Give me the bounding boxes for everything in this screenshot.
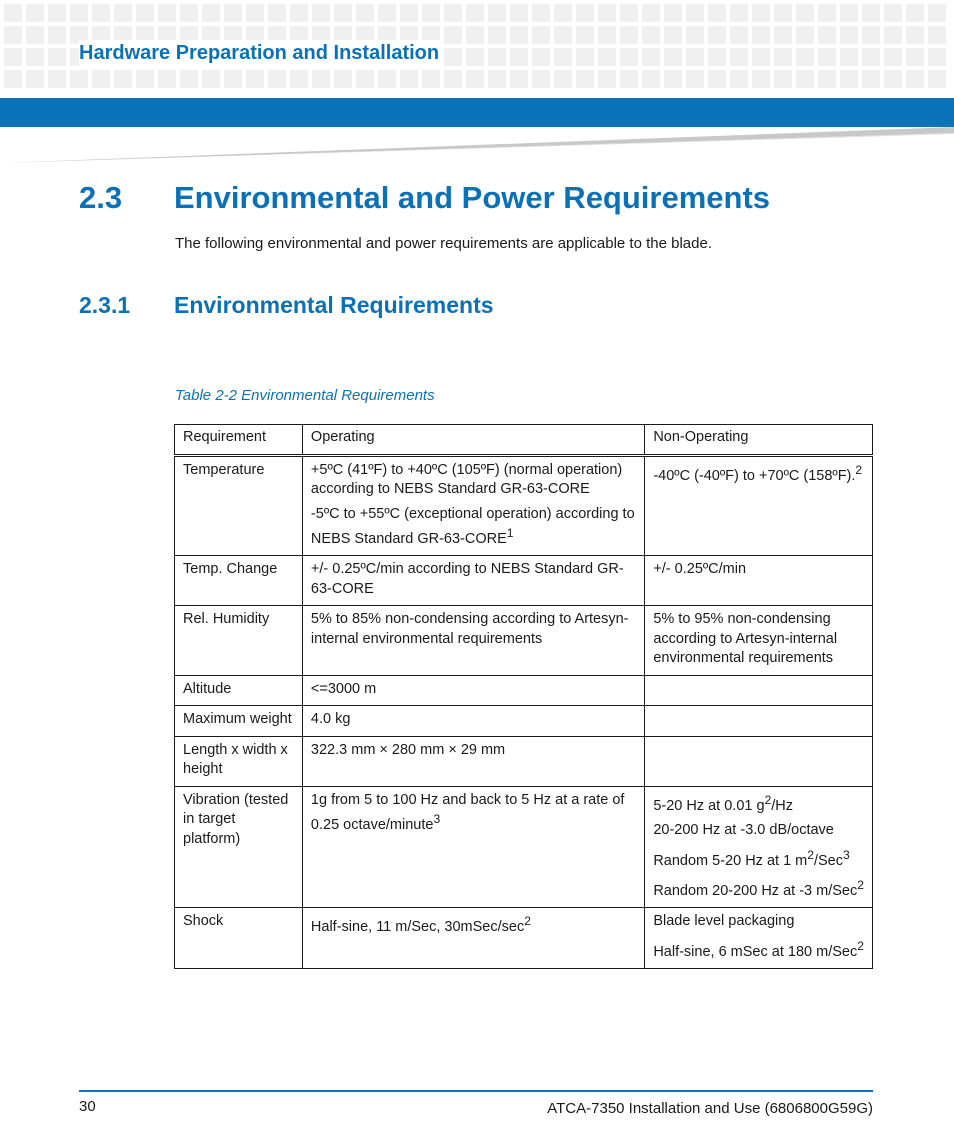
cell-text: Random 5-20 Hz at 1 m — [653, 852, 808, 869]
grid-square — [774, 4, 792, 22]
grid-square — [532, 70, 550, 88]
footnote-marker: 2 — [764, 792, 772, 807]
grid-square — [796, 48, 814, 66]
grid-square — [510, 70, 528, 88]
cell-text: 322.3 mm × 280 mm × 29 mm — [310, 741, 506, 758]
grid-square — [26, 70, 44, 88]
grid-square — [620, 26, 638, 44]
grid-square — [840, 4, 858, 22]
grid-square — [620, 4, 638, 22]
operating-cell — [302, 675, 644, 706]
requirement-cell: Length x width x height — [175, 736, 303, 786]
grid-square — [906, 26, 924, 44]
section-heading — [79, 180, 770, 216]
grid-square — [510, 4, 528, 22]
cell-paragraph — [311, 505, 636, 550]
cell-paragraph — [653, 876, 864, 901]
column-header: Non-Operating — [645, 425, 873, 456]
grid-square — [642, 48, 660, 66]
grid-square — [686, 48, 704, 66]
grid-square — [114, 70, 132, 88]
grid-square — [532, 48, 550, 66]
grid-square — [928, 4, 946, 22]
operating-cell — [302, 606, 644, 676]
grid-square — [400, 4, 418, 22]
grid-square — [26, 26, 44, 44]
grid-square — [422, 70, 440, 88]
cell-text: +/- 0.25ºC/min according to NEBS Standard GR-63-CORE — [310, 561, 624, 597]
grid-square — [136, 4, 154, 22]
cell-text: Random 20-200 Hz at -3 m/Sec — [653, 882, 858, 899]
cell-text: Blade level packaging — [653, 913, 795, 930]
grid-square — [92, 70, 110, 88]
cell-paragraph — [311, 610, 636, 649]
grid-square — [708, 26, 726, 44]
cell-paragraph — [653, 821, 864, 841]
grid-square — [554, 4, 572, 22]
requirement-cell: Shock — [175, 908, 303, 969]
grid-square — [136, 70, 154, 88]
grid-square — [488, 4, 506, 22]
grid-square — [730, 70, 748, 88]
grid-square — [92, 4, 110, 22]
cell-paragraph — [311, 680, 636, 700]
table-row — [175, 556, 873, 606]
grid-square — [378, 4, 396, 22]
grid-square — [554, 70, 572, 88]
grid-square — [554, 26, 572, 44]
non-operating-cell — [645, 455, 873, 556]
grid-square — [4, 48, 22, 66]
grid-square — [356, 4, 374, 22]
cell-text: /Sec — [813, 852, 843, 869]
grid-square — [268, 4, 286, 22]
footnote-marker: 2 — [855, 462, 863, 477]
operating-cell — [302, 736, 644, 786]
grid-square — [664, 26, 682, 44]
grid-square — [818, 26, 836, 44]
grid-square — [928, 48, 946, 66]
grid-square — [312, 70, 330, 88]
non-operating-cell — [645, 606, 873, 676]
grid-square — [158, 70, 176, 88]
grid-square — [708, 70, 726, 88]
grid-square — [48, 70, 66, 88]
cell-paragraph — [653, 560, 864, 580]
grid-square — [884, 4, 902, 22]
grid-square — [488, 26, 506, 44]
grid-square — [708, 4, 726, 22]
grid-square — [224, 70, 242, 88]
grid-square — [906, 4, 924, 22]
grid-square — [576, 48, 594, 66]
cell-text: 20-200 Hz at -3.0 dB/octave — [653, 822, 834, 839]
grid-square — [884, 26, 902, 44]
cell-text: +5ºC (41ºF) to +40ºC (105ºF) (normal operation) according to NEBS Standard GR-63-CORE — [310, 461, 623, 497]
cell-text: Half-sine, 6 mSec at 180 m/Sec — [653, 943, 858, 960]
table-row — [175, 606, 873, 676]
grid-square — [444, 26, 462, 44]
grid-square — [686, 70, 704, 88]
grid-square — [928, 70, 946, 88]
cell-text: -40ºC (-40ºF) to +70ºC (158ºF). — [653, 467, 856, 484]
grid-square — [664, 48, 682, 66]
cell-paragraph — [311, 461, 636, 500]
grid-square — [510, 48, 528, 66]
grid-square — [488, 48, 506, 66]
cell-paragraph — [311, 791, 636, 836]
grid-square — [334, 4, 352, 22]
grid-square — [664, 4, 682, 22]
grid-square — [752, 70, 770, 88]
cell-text: +/- 0.25ºC/min — [653, 561, 747, 578]
grid-square — [642, 4, 660, 22]
grid-square — [840, 26, 858, 44]
grid-square — [26, 48, 44, 66]
grid-square — [378, 70, 396, 88]
cell-text: 5-20 Hz at 0.01 g — [653, 797, 765, 814]
grid-square — [466, 70, 484, 88]
grid-square — [664, 70, 682, 88]
requirement-cell: Vibration (tested in target platform) — [175, 786, 303, 907]
grid-square — [840, 70, 858, 88]
grid-square — [686, 4, 704, 22]
grid-square — [4, 26, 22, 44]
table-caption: Table 2-2 Environmental Requirements — [175, 387, 435, 404]
grid-square — [862, 70, 880, 88]
grid-square — [642, 70, 660, 88]
grid-square — [598, 70, 616, 88]
grid-square — [444, 4, 462, 22]
grid-square — [796, 26, 814, 44]
grid-square — [290, 4, 308, 22]
cell-paragraph — [653, 912, 864, 932]
grid-square — [796, 70, 814, 88]
non-operating-cell — [645, 908, 873, 969]
footnote-marker: 3 — [842, 847, 850, 862]
table-header-row — [175, 425, 873, 456]
grid-square — [224, 4, 242, 22]
grid-square — [642, 26, 660, 44]
grid-square — [180, 4, 198, 22]
grid-square — [202, 4, 220, 22]
cell-paragraph — [653, 791, 864, 816]
footnote-marker: 2 — [524, 914, 531, 929]
grid-square — [356, 70, 374, 88]
grid-square — [246, 70, 264, 88]
table-row — [175, 706, 873, 737]
subsection-number: 2.3.1 — [79, 292, 131, 318]
grid-square — [620, 70, 638, 88]
table-row — [175, 455, 873, 556]
operating-cell — [302, 786, 644, 907]
running-header-title: Hardware Preparation and Installation — [79, 40, 443, 67]
cell-text: /Hz — [771, 797, 794, 814]
grid-square — [862, 26, 880, 44]
cell-paragraph — [311, 912, 636, 937]
cell-paragraph — [653, 610, 864, 669]
grid-square — [708, 48, 726, 66]
requirement-cell: Maximum weight — [175, 706, 303, 737]
column-header: Operating — [302, 425, 644, 456]
grid-square — [422, 4, 440, 22]
grid-square — [532, 4, 550, 22]
non-operating-cell — [645, 706, 873, 737]
cell-text: 5% to 95% non-condensing according to Artesyn-internal environmental requirements — [653, 611, 838, 667]
operating-cell — [302, 556, 644, 606]
grid-square — [466, 4, 484, 22]
grid-square — [48, 48, 66, 66]
grid-square — [532, 26, 550, 44]
cell-paragraph — [653, 846, 864, 871]
requirement-cell: Temp. Change — [175, 556, 303, 606]
footnote-marker: 2 — [857, 877, 864, 892]
grid-square — [48, 4, 66, 22]
grid-square — [730, 48, 748, 66]
grid-square — [246, 4, 264, 22]
requirement-cell: Altitude — [175, 675, 303, 706]
requirement-cell: Temperature — [175, 455, 303, 556]
cell-text: 1g from 5 to 100 Hz and back to 5 Hz at a rate of 0.25 octave/minute — [310, 791, 625, 834]
header-blue-band — [0, 98, 954, 127]
grid-square — [752, 4, 770, 22]
section-intro: The following environmental and power requirements are applicable to the blade. — [175, 235, 712, 252]
grid-square — [752, 26, 770, 44]
cell-paragraph — [311, 710, 636, 730]
cell-text: 4.0 kg — [310, 711, 351, 728]
grid-square — [906, 48, 924, 66]
page-number: 30 — [79, 1098, 96, 1115]
grid-square — [774, 26, 792, 44]
grid-square — [884, 70, 902, 88]
grid-square — [598, 48, 616, 66]
requirement-cell: Rel. Humidity — [175, 606, 303, 676]
grid-square — [180, 70, 198, 88]
grid-square — [620, 48, 638, 66]
grid-square — [576, 26, 594, 44]
grid-square — [444, 70, 462, 88]
subsection-heading — [79, 292, 494, 319]
table-row — [175, 908, 873, 969]
footer-rule — [79, 1090, 873, 1092]
grid-square — [4, 70, 22, 88]
table-row — [175, 786, 873, 907]
footnote-marker: 2 — [857, 938, 864, 953]
footnote-marker: 3 — [433, 812, 441, 827]
non-operating-cell — [645, 675, 873, 706]
grid-square — [488, 70, 506, 88]
grid-square — [840, 48, 858, 66]
grid-square — [862, 48, 880, 66]
grid-square — [862, 4, 880, 22]
header-grey-wedge — [0, 127, 954, 163]
grid-square — [554, 48, 572, 66]
operating-cell — [302, 908, 644, 969]
grid-square — [730, 4, 748, 22]
non-operating-cell — [645, 556, 873, 606]
grid-square — [774, 48, 792, 66]
grid-square — [818, 48, 836, 66]
grid-square — [928, 26, 946, 44]
grid-square — [70, 4, 88, 22]
grid-square — [466, 48, 484, 66]
grid-square — [290, 70, 308, 88]
grid-square — [4, 4, 22, 22]
grid-square — [818, 4, 836, 22]
table-row — [175, 736, 873, 786]
grid-square — [70, 70, 88, 88]
cell-paragraph — [311, 560, 636, 599]
grid-square — [48, 26, 66, 44]
grid-square — [598, 26, 616, 44]
grid-square — [576, 4, 594, 22]
grid-square — [818, 70, 836, 88]
grid-square — [774, 70, 792, 88]
cell-text: <=3000 m — [310, 680, 377, 697]
operating-cell — [302, 455, 644, 556]
section-number: 2.3 — [79, 180, 123, 215]
footnote-marker: 1 — [506, 526, 514, 540]
cell-paragraph — [311, 741, 636, 761]
non-operating-cell — [645, 786, 873, 907]
grid-square — [114, 4, 132, 22]
cell-paragraph — [653, 461, 864, 486]
environmental-requirements-table — [174, 424, 873, 969]
grid-square — [884, 48, 902, 66]
footnote-marker: 2 — [807, 847, 814, 862]
grid-square — [686, 26, 704, 44]
grid-square — [158, 4, 176, 22]
grid-square — [26, 4, 44, 22]
document-title: ATCA-7350 Installation and Use (6806800G59G) — [547, 1100, 873, 1117]
grid-square — [730, 26, 748, 44]
cell-text: Half-sine, 11 m/Sec, 30mSec/sec — [310, 919, 525, 936]
non-operating-cell — [645, 736, 873, 786]
column-header: Requirement — [175, 425, 303, 456]
grid-square — [576, 70, 594, 88]
grid-square — [466, 26, 484, 44]
cell-text: 5% to 85% non-condensing according to Artesyn-internal environmental requirements — [310, 611, 629, 647]
grid-square — [444, 48, 462, 66]
section-title: Environmental and Power Requirements — [174, 180, 771, 215]
grid-square — [334, 70, 352, 88]
grid-square — [202, 70, 220, 88]
grid-square — [796, 4, 814, 22]
grid-square — [752, 48, 770, 66]
cell-paragraph — [653, 937, 864, 962]
grid-square — [510, 26, 528, 44]
operating-cell — [302, 706, 644, 737]
cell-text: -5ºC to +55ºC (exceptional operation) according to NEBS Standard GR-63-CORE — [310, 505, 635, 547]
subsection-title: Environmental Requirements — [174, 292, 494, 318]
grid-square — [312, 4, 330, 22]
grid-square — [598, 4, 616, 22]
table-row — [175, 675, 873, 706]
grid-square — [400, 70, 418, 88]
grid-square — [906, 70, 924, 88]
grid-square — [268, 70, 286, 88]
